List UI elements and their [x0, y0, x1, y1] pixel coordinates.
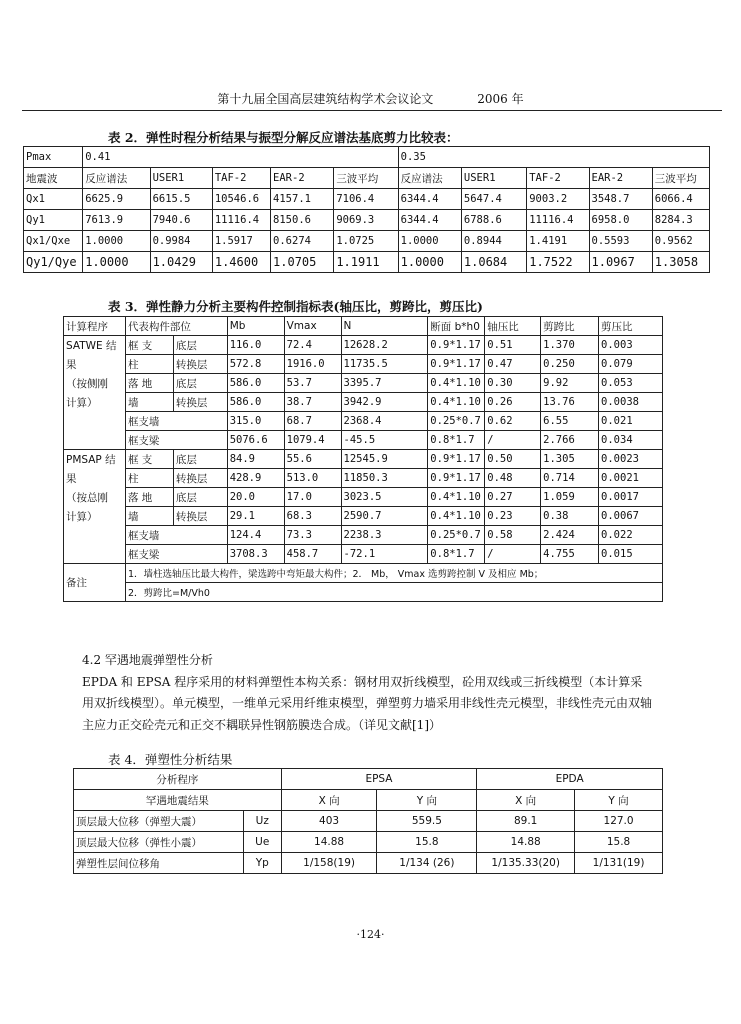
table-cell: EAR-2	[271, 168, 334, 189]
table-cell: 0.0017	[599, 488, 663, 507]
table-cell: 1.0000	[83, 231, 150, 252]
member-level: 底层	[173, 374, 227, 393]
table-cell: 0.0067	[599, 507, 663, 526]
table-cell: 1.3058	[652, 252, 709, 273]
table-cell: 地震波	[24, 168, 83, 189]
table-cell: 0.8944	[461, 231, 526, 252]
table-cell: 89.1	[477, 811, 575, 832]
header-year: 2006 年	[477, 92, 524, 106]
member-location: 柱	[125, 355, 173, 374]
table-header-row	[64, 317, 663, 336]
table-cell: 0.9*1.17	[428, 355, 485, 374]
member-location: 框支墙	[125, 526, 227, 545]
table-cell: 1/131(19)	[575, 853, 663, 874]
table-cell: 0.9562	[652, 231, 709, 252]
table-cell: 11850.3	[341, 469, 428, 488]
member-location: 落 地	[125, 488, 173, 507]
table-cell: 7940.6	[150, 210, 212, 231]
program-label: SATWE 结	[64, 336, 126, 355]
table-cell: 1.5917	[212, 231, 270, 252]
table-cell: 1.0725	[334, 231, 398, 252]
table-row	[64, 355, 663, 374]
table-cell: 559.5	[377, 811, 477, 832]
member-location: 框 支	[125, 450, 173, 469]
table-cell: 0.4*1.10	[428, 507, 485, 526]
table-cell: 0.003	[599, 336, 663, 355]
member-location: 柱	[125, 469, 173, 488]
table-row	[24, 231, 710, 252]
table3-caption: 表 3．弹性静力分析主要构件控制指标表(轴压比，剪跨比，剪压比)	[108, 299, 483, 314]
column-header: 剪压比	[599, 317, 663, 336]
program-spacer	[64, 431, 126, 450]
table-cell: 6066.4	[652, 189, 709, 210]
table-cell: 0.4*1.10	[428, 374, 485, 393]
table-cell: 6958.0	[589, 210, 652, 231]
note-text: 1．墙柱选轴压比最大构件，梁选跨中弯矩最大构件；2． Mb， Vmax 选剪跨控制 V 及相应 Mb；	[125, 564, 662, 583]
program-label: 果	[64, 355, 126, 374]
table-cell: 0.9984	[150, 231, 212, 252]
table-cell: 0.25*0.7	[428, 412, 485, 431]
table-cell: 0.034	[599, 431, 663, 450]
table-cell: 6788.6	[461, 210, 526, 231]
table-cell: 顶层最大位移（弹性小震）	[74, 832, 244, 853]
table-cell: Qx1/Qxe	[24, 231, 83, 252]
table-cell: 14.88	[477, 832, 575, 853]
table-cell: 1.0429	[150, 252, 212, 273]
table-cell: 315.0	[227, 412, 284, 431]
table-cell: 53.7	[284, 374, 341, 393]
table-cell: 2368.4	[341, 412, 428, 431]
program-label: 果	[64, 469, 126, 488]
table-cell: 12545.9	[341, 450, 428, 469]
table-cell: 0.053	[599, 374, 663, 393]
table-cell: 0.9*1.17	[428, 336, 485, 355]
table-row	[64, 412, 663, 431]
table-cell: 0.50	[485, 450, 541, 469]
member-level: 转换层	[173, 393, 227, 412]
table-cell: 428.9	[227, 469, 284, 488]
table-cell: 1.0684	[461, 252, 526, 273]
member-level: 底层	[173, 450, 227, 469]
table-cell: 4157.1	[271, 189, 334, 210]
table-cell: 3548.7	[589, 189, 652, 210]
table-cell: 1/135.33(20)	[477, 853, 575, 874]
table4-program-label: 分析程序	[74, 769, 282, 790]
table-cell: 3708.3	[227, 545, 284, 564]
table-cell: 458.7	[284, 545, 341, 564]
table-cell: 127.0	[575, 811, 663, 832]
member-location: 框支梁	[125, 431, 227, 450]
table-cell: 1.0000	[398, 252, 461, 273]
table-cell: 0.6274	[271, 231, 334, 252]
table-cell: 7613.9	[83, 210, 150, 231]
table-cell: 2.766	[541, 431, 599, 450]
table-cell: USER1	[461, 168, 526, 189]
table2	[23, 146, 710, 273]
table-cell: 1.1911	[334, 252, 398, 273]
table-cell: -72.1	[341, 545, 428, 564]
program-label: 计算）	[64, 507, 126, 526]
member-location: 框 支	[125, 336, 173, 355]
table-row	[64, 507, 663, 526]
member-level: 底层	[173, 488, 227, 507]
table-row	[64, 450, 663, 469]
table-cell: 7106.4	[334, 189, 398, 210]
table-cell: 1.4600	[212, 252, 270, 273]
table-cell: 9.92	[541, 374, 599, 393]
table-row	[64, 488, 663, 507]
table-cell: 1.0967	[589, 252, 652, 273]
table-cell: 55.6	[284, 450, 341, 469]
table-row	[64, 374, 663, 393]
program-label: PMSAP 结	[64, 450, 126, 469]
table-cell: 0.4*1.10	[428, 488, 485, 507]
table-cell: 三波平均	[334, 168, 398, 189]
table4-epda: EPDA	[477, 769, 663, 790]
table-cell: 反应谱法	[83, 168, 150, 189]
program-spacer	[64, 526, 126, 545]
table-row	[24, 147, 710, 168]
program-label: 计算）	[64, 393, 126, 412]
section-body: EPDA 和 EPSA 程序采用的材料弹塑性本构关系：钢材用双折线模型，砼用双线或三折线模型（本计算采用双折线模型）。单元模型，一维单元采用纤维束模型，弹塑剪力墙采用非线性壳元模型，非线性壳元由双轴主应力正交砼壳元和正交不耦联异性钢筋膜迭合成。（详见文献[1]）	[82, 674, 653, 732]
table-cell: 20.0	[227, 488, 284, 507]
member-level: 转换层	[173, 469, 227, 488]
table-cell: 6625.9	[83, 189, 150, 210]
table-cell: 顶层最大位移（弹塑大震）	[74, 811, 244, 832]
table-row	[24, 252, 710, 273]
table-cell: 2590.7	[341, 507, 428, 526]
table-cell: 9003.2	[527, 189, 589, 210]
table-cell: 586.0	[227, 374, 284, 393]
table-cell: EAR-2	[589, 168, 652, 189]
section-heading: 4.2 罕遇地震弹塑性分析	[82, 653, 213, 667]
table-cell: 0.8*1.7	[428, 431, 485, 450]
table-cell: 1079.4	[284, 431, 341, 450]
table-cell: 0.4*1.10	[428, 393, 485, 412]
table4-epsa: EPSA	[281, 769, 477, 790]
table-cell: 1916.0	[284, 355, 341, 374]
table-cell: 0.0023	[599, 450, 663, 469]
table-cell: Uz	[243, 811, 281, 832]
table4-subheader: X 向	[281, 790, 377, 811]
table-cell: 0.0021	[599, 469, 663, 488]
member-level: 底层	[173, 336, 227, 355]
table-cell: 0.41	[83, 147, 398, 168]
running-header	[0, 90, 741, 107]
table-cell: 1.059	[541, 488, 599, 507]
table-cell: 586.0	[227, 393, 284, 412]
table-cell: 0.51	[485, 336, 541, 355]
table-cell: 1/158(19)	[281, 853, 377, 874]
member-level: 转换层	[173, 355, 227, 374]
table-cell: 9069.3	[334, 210, 398, 231]
table-cell: Pmax	[24, 147, 83, 168]
table-cell: 0.250	[541, 355, 599, 374]
table-cell: 0.9*1.17	[428, 469, 485, 488]
table-row	[64, 526, 663, 545]
table-cell: 0.714	[541, 469, 599, 488]
table-cell: 反应谱法	[398, 168, 461, 189]
table-cell: 1.0000	[398, 231, 461, 252]
member-location: 框支墙	[125, 412, 227, 431]
table-cell: 0.58	[485, 526, 541, 545]
table-cell: 1.305	[541, 450, 599, 469]
table-cell: /	[485, 431, 541, 450]
table-cell: 0.0038	[599, 393, 663, 412]
table-cell: 0.27	[485, 488, 541, 507]
table-cell: 1.370	[541, 336, 599, 355]
table-row	[74, 832, 663, 853]
table-cell: 0.47	[485, 355, 541, 374]
table-row	[64, 469, 663, 488]
table-cell: Ue	[243, 832, 281, 853]
table4-subheader: Y 向	[575, 790, 663, 811]
table-cell: 6344.4	[398, 210, 461, 231]
table-cell: 68.3	[284, 507, 341, 526]
table-cell: 3395.7	[341, 374, 428, 393]
table-cell: 124.4	[227, 526, 284, 545]
table-cell: 13.76	[541, 393, 599, 412]
table-cell: 0.35	[398, 147, 709, 168]
table-cell: 0.8*1.7	[428, 545, 485, 564]
program-spacer	[64, 545, 126, 564]
table-row	[24, 189, 710, 210]
table-cell: 0.079	[599, 355, 663, 374]
table-cell: 11116.4	[212, 210, 270, 231]
column-header: 代表构件部位	[125, 317, 227, 336]
table-cell: 0.25*0.7	[428, 526, 485, 545]
table-cell: 17.0	[284, 488, 341, 507]
table-cell: 72.4	[284, 336, 341, 355]
table-cell: 12628.2	[341, 336, 428, 355]
table4-subheader: Y 向	[377, 790, 477, 811]
table-cell: 10546.6	[212, 189, 270, 210]
table-row	[74, 853, 663, 874]
table-cell: Yp	[243, 853, 281, 874]
table-cell: 弹塑性层间位移角	[74, 853, 244, 874]
column-header: 计算程序	[64, 317, 126, 336]
table-cell: 三波平均	[652, 168, 709, 189]
header-title: 第十九届全国高层建筑结构学术会议论文	[217, 92, 434, 106]
table-cell: 38.7	[284, 393, 341, 412]
table-row	[64, 545, 663, 564]
column-header: Vmax	[284, 317, 341, 336]
page-number: ·124·	[356, 928, 385, 941]
table-cell: 6615.5	[150, 189, 212, 210]
section-4-2	[82, 650, 652, 736]
table-cell: 513.0	[284, 469, 341, 488]
table-row	[74, 811, 663, 832]
program-spacer	[64, 412, 126, 431]
table-cell: Qy1/Qye	[24, 252, 83, 273]
table-row	[64, 393, 663, 412]
table-cell: 1/134 (26)	[377, 853, 477, 874]
header-rule	[22, 110, 722, 111]
table-row	[64, 336, 663, 355]
table-cell: 84.9	[227, 450, 284, 469]
program-label: （按侧刚	[64, 374, 126, 393]
table-cell: 0.5593	[589, 231, 652, 252]
table-cell: 4.755	[541, 545, 599, 564]
table-cell: 0.26	[485, 393, 541, 412]
member-location: 墙	[125, 393, 173, 412]
table-cell: 3023.5	[341, 488, 428, 507]
note-label: 备注	[64, 564, 126, 602]
table-cell: 116.0	[227, 336, 284, 355]
table-cell: 6344.4	[398, 189, 461, 210]
table-cell: 73.3	[284, 526, 341, 545]
table-cell: 1.4191	[527, 231, 589, 252]
column-header: 剪跨比	[541, 317, 599, 336]
member-level: 转换层	[173, 507, 227, 526]
table-cell: Qy1	[24, 210, 83, 231]
table-cell: 0.23	[485, 507, 541, 526]
table-cell: Qx1	[24, 189, 83, 210]
table4-subheader: X 向	[477, 790, 575, 811]
member-location: 落 地	[125, 374, 173, 393]
column-header: 断面 b*h0	[428, 317, 485, 336]
program-label: （按总刚	[64, 488, 126, 507]
table-cell: 0.015	[599, 545, 663, 564]
table-cell: 15.8	[377, 832, 477, 853]
table-row	[24, 210, 710, 231]
table-cell: 29.1	[227, 507, 284, 526]
note-row	[64, 583, 663, 602]
table-cell: 8150.6	[271, 210, 334, 231]
table-row	[64, 431, 663, 450]
table-cell: 1.0705	[271, 252, 334, 273]
table-cell: /	[485, 545, 541, 564]
table-cell: 15.8	[575, 832, 663, 853]
table-cell: 0.38	[541, 507, 599, 526]
table-cell: 2238.3	[341, 526, 428, 545]
table-cell: 0.48	[485, 469, 541, 488]
table-cell: 0.30	[485, 374, 541, 393]
table-cell: TAF-2	[212, 168, 270, 189]
table-cell: 2.424	[541, 526, 599, 545]
table-cell: 3942.9	[341, 393, 428, 412]
table-cell: TAF-2	[527, 168, 589, 189]
table-cell: 0.62	[485, 412, 541, 431]
table4-subheader: 罕遇地震结果	[74, 790, 282, 811]
table-cell: 11116.4	[527, 210, 589, 231]
column-header: N	[341, 317, 428, 336]
table4	[73, 768, 663, 874]
table3	[63, 316, 663, 602]
table-cell: 1.7522	[527, 252, 589, 273]
table-cell: 0.022	[599, 526, 663, 545]
table-cell: 5076.6	[227, 431, 284, 450]
table-cell: 0.021	[599, 412, 663, 431]
member-location: 墙	[125, 507, 173, 526]
table4-caption: 表 4．弹塑性分析结果	[108, 752, 233, 767]
table-cell: 5647.4	[461, 189, 526, 210]
table-cell: 0.9*1.17	[428, 450, 485, 469]
column-header: Mb	[227, 317, 284, 336]
note-text: 2．剪跨比=M/Vh0	[125, 583, 662, 602]
table-cell: USER1	[150, 168, 212, 189]
table2-caption: 表 2．弹性时程分析结果与振型分解反应谱法基底剪力比较表：	[108, 130, 459, 145]
table-cell: 6.55	[541, 412, 599, 431]
note-row	[64, 564, 663, 583]
table-row	[24, 168, 710, 189]
table-cell: 11735.5	[341, 355, 428, 374]
member-location: 框支梁	[125, 545, 227, 564]
table-cell: -45.5	[341, 431, 428, 450]
column-header: 轴压比	[485, 317, 541, 336]
table-cell: 572.8	[227, 355, 284, 374]
table-cell: 14.88	[281, 832, 377, 853]
table-cell: 1.0000	[83, 252, 150, 273]
table-cell: 8284.3	[652, 210, 709, 231]
table-cell: 403	[281, 811, 377, 832]
table-cell: 68.7	[284, 412, 341, 431]
